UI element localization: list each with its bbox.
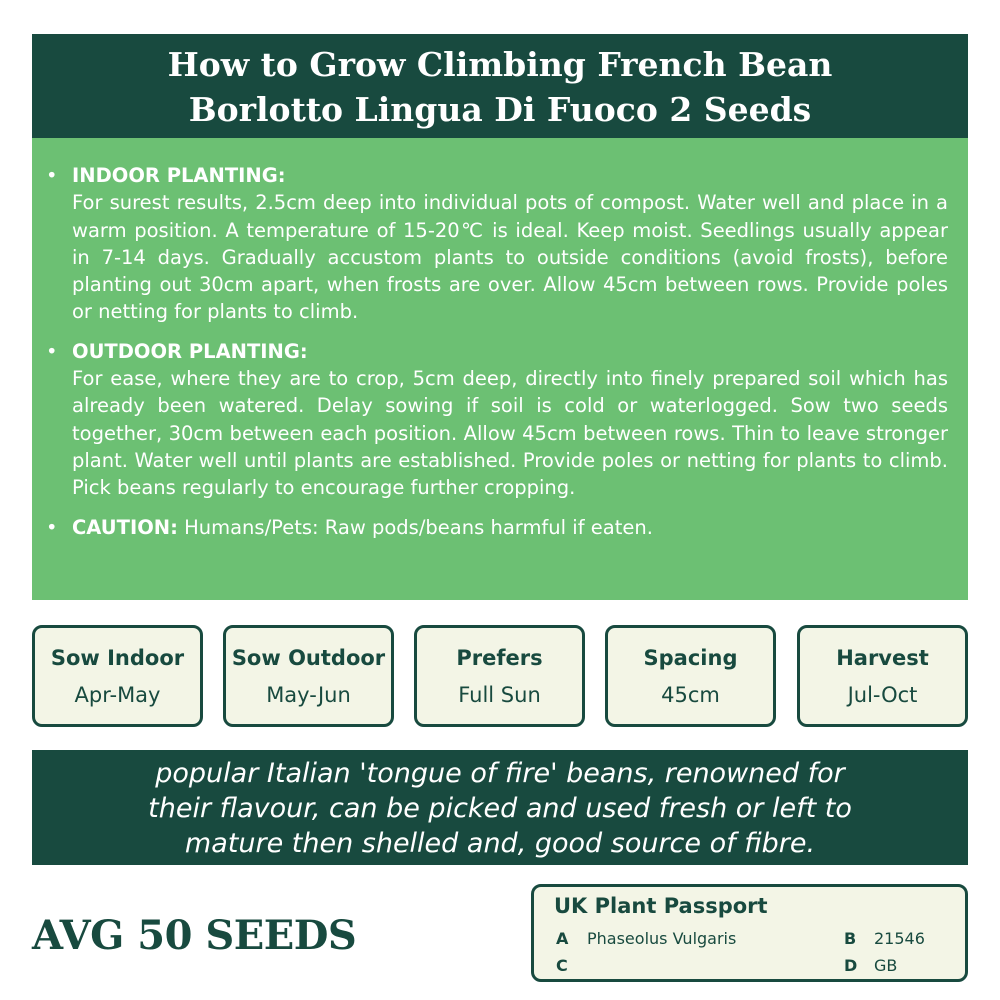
info-box-label: Harvest — [836, 646, 929, 670]
instructions-panel — [32, 138, 968, 600]
seed-count: AVG 50 SEEDS — [32, 912, 357, 959]
info-box-label: Spacing — [643, 646, 738, 670]
plant-passport — [531, 884, 968, 982]
info-box-value: Apr-May — [74, 683, 161, 707]
outdoor-planting-text: For ease, where they are to crop, 5cm deep, directly into finely prepared soil which has already been watered. Delay sowing if soil is cold or waterlogged. Sow two seeds together, 30cm between each position. Allow 45cm between rows. Thin to leave stronger plant. Water well until plants are established. Provide poles or netting for plants to climb. Pick beans regularly to encourage further cropping. — [72, 367, 948, 500]
outdoor-planting-heading: OUTDOOR PLANTING: — [72, 339, 308, 363]
indoor-planting-item — [72, 162, 948, 326]
title-line-2: Borlotto Lingua Di Fuoco 2 Seeds — [188, 90, 812, 129]
title-line-1: How to Grow Climbing French Bean — [167, 45, 833, 84]
caution-text: Humans/Pets: Raw pods/beans harmful if eaten. — [184, 515, 653, 539]
caution-heading: CAUTION: — [72, 515, 178, 539]
info-box-label: Prefers — [456, 646, 543, 670]
caution-item — [72, 514, 948, 541]
info-box-label: Sow Indoor — [50, 646, 185, 670]
passport-d-value: GB — [874, 956, 898, 975]
info-box-value: Jul-Oct — [847, 683, 918, 707]
passport-a-key: A — [556, 929, 569, 948]
info-box-sow-indoor — [32, 625, 203, 727]
info-box-prefers — [414, 625, 585, 727]
info-box-spacing — [605, 625, 776, 727]
info-row — [32, 625, 968, 727]
passport-b-key: B — [844, 929, 857, 948]
passport-a-value: Phaseolus Vulgaris — [587, 929, 737, 948]
info-box-value: Full Sun — [458, 683, 541, 707]
description-line-2: their flavour, can be picked and used fresh or left to — [148, 793, 852, 824]
passport-b-value: 21546 — [874, 929, 925, 948]
info-box-harvest — [797, 625, 968, 727]
passport-d-key: D — [844, 956, 858, 975]
info-box-value: 45cm — [661, 683, 720, 707]
passport-title: UK Plant Passport — [554, 894, 768, 918]
indoor-planting-heading: INDOOR PLANTING: — [72, 164, 286, 187]
description-banner — [32, 750, 968, 865]
outdoor-planting-item — [72, 338, 948, 502]
info-box-sow-outdoor — [223, 625, 394, 727]
description-line-1: popular Italian 'tongue of fire' beans, renowned for — [155, 758, 845, 789]
info-box-value: May-Jun — [266, 683, 351, 707]
info-box-label: Sow Outdoor — [231, 646, 386, 670]
indoor-planting-text: For surest results, 2.5cm deep into individual pots of compost. Water well and place in a warm position. A temperature of 15-20℃ is ideal. Keep moist. Seedlings usually appear in 7-14 days. Gradually accustom plants to outside conditions (avoid frosts), before planting out 30cm apart, when frosts are over. Allow 45cm between rows. Provide poles or netting for plants to climb. — [72, 191, 948, 324]
instructions-list — [72, 162, 948, 541]
passport-c-key: C — [556, 956, 568, 975]
title-banner — [32, 34, 968, 138]
description-line-3: mature then shelled and, good source of fibre. — [184, 828, 816, 859]
